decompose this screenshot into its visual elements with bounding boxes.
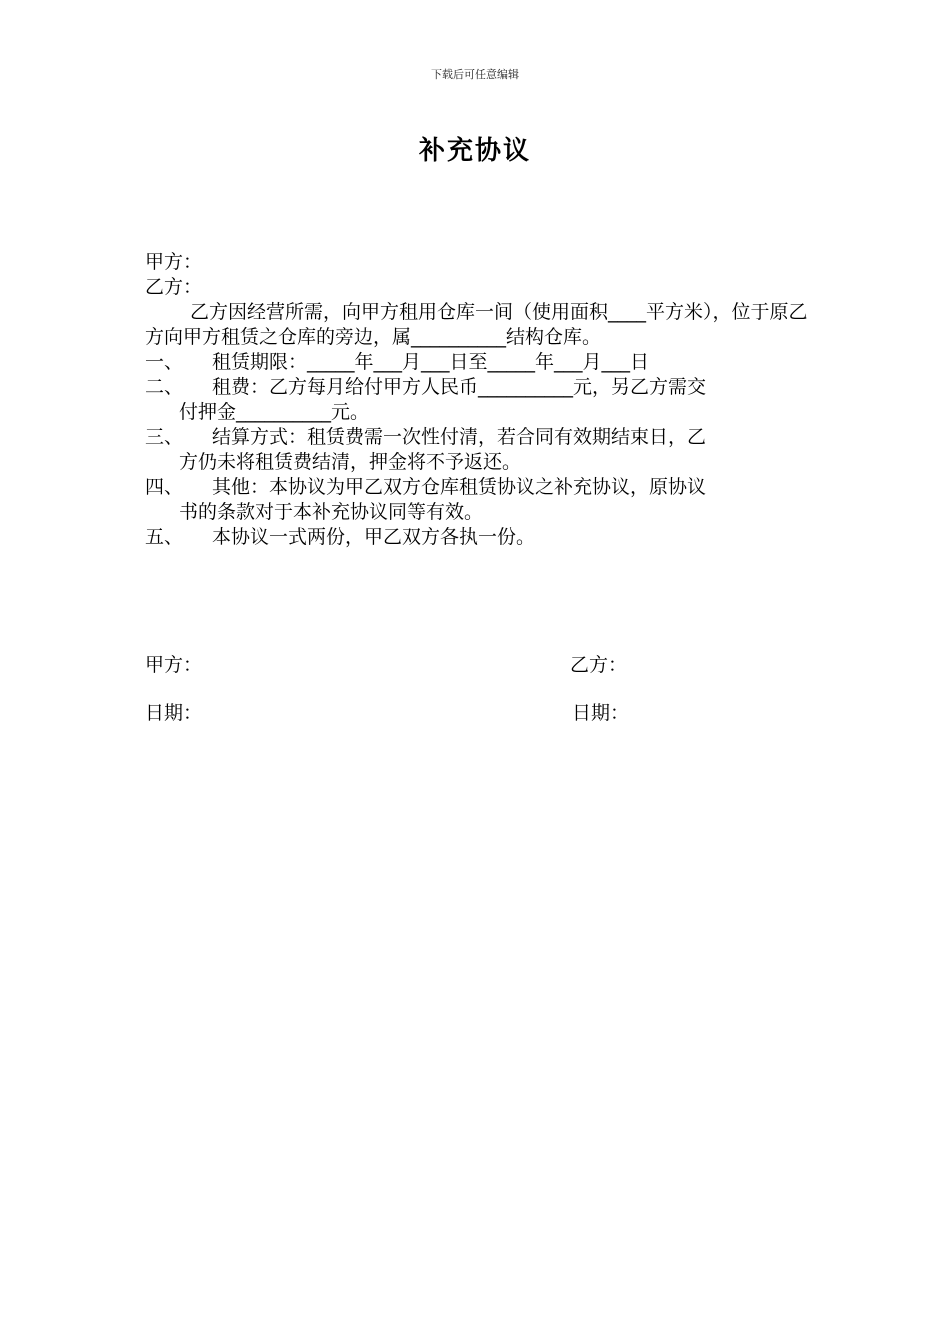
signature-party-b: 乙方： [570,654,628,676]
document-title: 补充协议 [418,136,531,166]
clause-item [145,525,810,550]
clause-item [145,375,810,425]
clause-item [145,475,810,525]
clause-text: 其他：本协议为甲乙双方仓库租赁协议之补充协议，原协议 [212,476,707,498]
agreement-body [145,250,810,550]
clause-number: 五、 [145,526,184,548]
clause-text-continued: 付押金__________元。 [179,401,370,423]
clause-text: 租赁期限：_____年___月___日至_____年___月___日 [212,351,650,373]
clause-text-continued: 书的条款对于本补充协议同等有效。 [179,501,484,523]
intro-paragraph: 乙方因经营所需，向甲方租用仓库一间（使用面积____平方米），位于原乙方向甲方租赁之仓库的旁边，属__________结构仓库。 [145,301,808,348]
clause-text: 结算方式：租赁费需一次性付清，若合同有效期结束日，乙 [212,426,707,448]
header-note: 下载后可任意编辑 [431,68,519,81]
clause-text-continued: 方仍未将租赁费结清，押金将不予返还。 [179,451,522,473]
clause-item [145,350,810,375]
signature-party-a: 甲方： [145,654,203,676]
clause-number: 一、 [145,351,184,373]
clause-item [145,425,810,475]
clause-text: 租费：乙方每月给付甲方人民币__________元，另乙方需交 [212,376,707,398]
clause-number: 三、 [145,426,184,448]
date-party-b: 日期： [572,702,630,724]
party-b-label: 乙方： [145,276,203,298]
date-party-a: 日期： [145,702,203,724]
clause-number: 四、 [145,476,184,498]
clause-text: 本协议一式两份，甲乙双方各执一份。 [212,526,536,548]
party-a-label: 甲方： [145,251,203,273]
clause-number: 二、 [145,376,184,398]
